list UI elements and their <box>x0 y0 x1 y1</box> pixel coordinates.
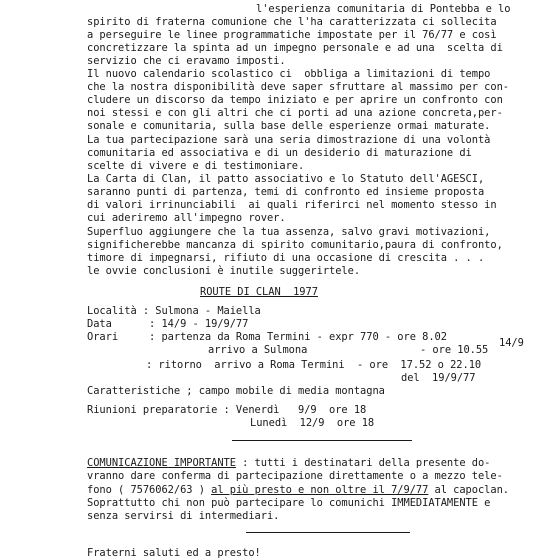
detail-orari-arrivo: arrivo a Sulmona <box>208 344 308 356</box>
divider-line <box>232 440 412 441</box>
intro-line: spirito di fraterna comunione che l'ha caratterizzata ci sollecita <box>87 16 497 28</box>
divider-line-2 <box>246 532 410 533</box>
detail-orari-ritorno: : ritorno arrivo a Roma Termini - ore 17.52 o 22.10 <box>146 359 482 371</box>
closing-greeting: Fraterni saluti ed a presto! <box>87 547 261 559</box>
detail-localita: Località : Sulmona - Maiella <box>87 305 261 317</box>
intro-line: scelte di vivere e di testimoniare. <box>87 160 305 172</box>
comunicazione-line-5: senza servirsi di intermediari. <box>87 510 280 522</box>
detail-orari-date-brace: 14/9 <box>499 337 524 349</box>
intro-line: La Carta di Clan, il patto associativo e lo Statuto dell'AGESCI, <box>87 173 485 185</box>
intro-line: cui aderiremo all'impegno rover. <box>87 212 286 224</box>
detail-orari-time: - ore 10.55 <box>420 344 489 356</box>
detail-orari-ritorno-date: del 19/9/77 <box>401 372 476 384</box>
intro-line: a perseguire le linee programmatiche impostate per il 76/77 e così <box>87 29 497 41</box>
comunicazione-line-1 <box>87 457 490 470</box>
intro-line: di valori irrinunciabili ai quali riferirci nel momento stesso in <box>87 199 497 211</box>
comunicazione-line-3 <box>87 484 509 497</box>
intro-line: noi stessi e con gli altri che ci porti ad una azione concreta,per- <box>87 107 503 119</box>
intro-line: le ovvie conclusioni è inutile suggerirtele. <box>87 265 361 277</box>
comunicazione-phone: fono ( 7576062/63 ) <box>87 484 212 496</box>
detail-data: Data : 14/9 - 19/9/77 <box>87 318 249 330</box>
comunicazione-text: : tutti i destinatari della presente do- <box>235 457 491 469</box>
intro-line: saranno punti di partenza, temi di confronto ed insieme proposta <box>87 186 485 198</box>
intro-line: timore di impegnarsi, rifiuto di una occasione di crescita . . . <box>87 252 485 264</box>
route-title: ROUTE DI CLAN 1977 <box>200 286 318 298</box>
comunicazione-line-4: Soprattutto chi non può partecipare lo comunichi IMMEDIATAMENTE e <box>87 497 491 509</box>
comunicazione-capoclan: al capoclan. <box>428 484 510 496</box>
intro-line: che la nostra disponibilità deve saper sfruttare al massimo per con- <box>87 81 509 93</box>
comunicazione-line-2: vranno dare conferma di partecipazione direttamente o a mezzo tele- <box>87 470 503 482</box>
intro-line: cludere un discorso da tempo iniziato e per aprire un confronto con <box>87 94 503 106</box>
intro-line: Il nuovo calendario scolastico ci obbliga a limitazioni di tempo <box>87 68 491 80</box>
detail-caratteristiche: Caratteristiche ; campo mobile di media montagna <box>87 385 385 397</box>
detail-riunioni-2: Lunedì 12/9 ore 18 <box>250 417 375 429</box>
intro-line: l'esperienza comunitaria di Pontebba e lo <box>256 3 511 15</box>
detail-riunioni: Riunioni preparatorie : Venerdì 9/9 ore 18 <box>87 404 367 416</box>
comunicazione-heading: COMUNICAZIONE IMPORTANTE <box>87 457 236 469</box>
intro-line: La tua partecipazione sarà una seria dimostrazione di una volontà <box>87 134 491 146</box>
intro-line: comunitaria ed associativa e di un desiderio di maturazione di <box>87 147 472 159</box>
intro-line: Superfluo aggiungere che la tua assenza, salvo gravi motivazioni, <box>87 226 491 238</box>
detail-orari: Orari : partenza da Roma Termini - expr 770 - ore 8.02 <box>87 331 447 343</box>
intro-line: sonale e comunitaria, sulla base delle esperienze ormai maturate. <box>87 120 491 132</box>
comunicazione-deadline: al più presto e non oltre il 7/9/77 <box>211 484 429 496</box>
intro-line: concretizzare la spinta ad un impegno personale e ad una scelta di <box>87 42 503 54</box>
intro-line: significherebbe mancanza di spirito comunitario,paura di confronto, <box>87 239 503 251</box>
intro-line: servizio che ci eravamo imposti. <box>87 55 286 67</box>
